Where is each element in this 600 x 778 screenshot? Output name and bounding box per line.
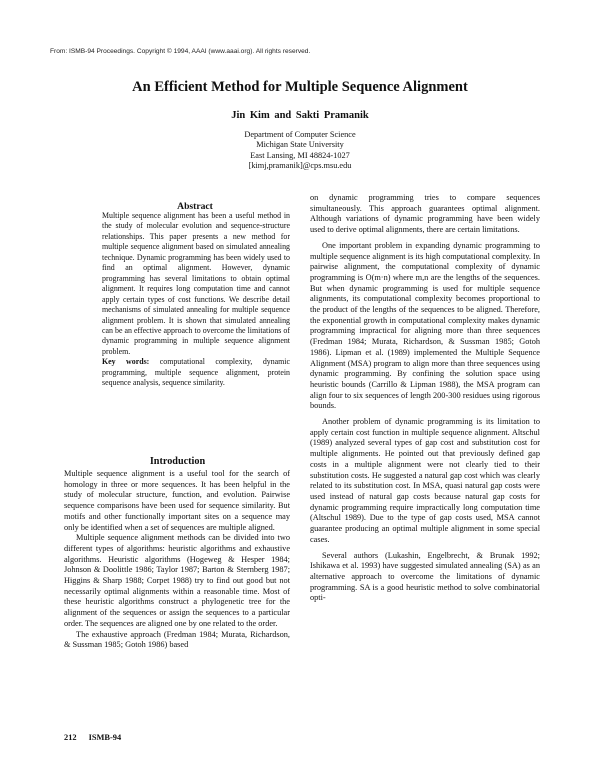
right-paragraph: on dynamic programming tries to compare sequences simultaneously. This approach guarantees optimal alignment. Although variations of dynamic programming have been widely used to derive optimal alignments, there are certain limitations. [310, 193, 540, 235]
page-number: 212 [64, 733, 77, 742]
intro-paragraph: Multiple sequence alignment methods can be divided into two different types of algorithms: heuristic algorithms and exhaustive algorithms. Heuristic algorithms (Hogeweg & Hesper 1984; Johnson & Doolittle 1986; Taylor 1987; Barton & Sternberg 1987; Higgins & Sharp 1988; Corpet 1988) try to find out good but not necessarily optimal alignments within a reasonable time. Most of these heuristic algorithms construct a phylogenetic tree for the alignment of the sequences or assign the sequences to a particular order. The sequences are aligned one by one related to the order. [64, 533, 290, 628]
affiliation-university: Michigan State University [256, 140, 344, 150]
affiliation-department: Department of Computer Science [244, 130, 356, 139]
affiliation [0, 130, 600, 171]
abstract-body [102, 211, 290, 389]
intro-paragraph: The exhaustive approach (Fredman 1984; Murata, Richardson, & Sussman 1985; Gotoh 1986) based [64, 629, 290, 650]
right-paragraph: Several authors (Lukashin, Engelbrecht, & Brunak 1992; Ishikawa et al. 1993) have suggested simulated annealing (SA) as an alternative approach to overcome the limitations of dynamic programming. SA is a good heuristic method to solve combinatorial opti- [310, 550, 540, 603]
left-column-body [64, 469, 290, 651]
source-line: From: ISMB-94 Proceedings. Copyright © 1994, AAAI (www.aaai.org). All rights reserved. [50, 48, 311, 55]
abstract-text: Multiple sequence alignment has been a useful method in the study of molecular evolution and sequence-structure relationships. This paper presents a new method for multiple sequence alignment based on simulated annealing technique. Dynamic programming has been widely used to find an optimal alignment. However, dynamic programming has several limitations to obtain optimal alignment. It requires long computation time and cannot apply certain types of cost functions. We describe detail mechanisms of simulated annealing for multiple sequence alignment problem. It is shown that simulated annealing can be an effective approach to overcome the limitations of dynamic programming in multiple sequence alignment problem. [102, 211, 290, 356]
right-paragraph: One important problem in expanding dynamic programming to multiple sequence alignment is its high computational complexity. In pairwise alignment, the computational complexity of dynamic programming is O(m·n) where m,n are the lengths of the sequences. But when dynamic programming is used for multiple sequence alignments, its computational complexity becomes proportional to the product of the lengths of the sequences to be aligned. Therefore, the exponential growth in computational complexity makes dynamic programming impractical for aligning more than three sequences (Fredman 1984; Murata, Richardson, & Sussman 1985; Gotoh 1986). Lipman et al. (1989) implemented the Multiple Sequence Alignment (MSA) program to align more than three sequences using dynamic programming. By confining the solution space using heuristic bounds (Carrillo & Lipman 1988), the MSA program can align four to six sequences of length 200-300 residues using rigorous bounds. [310, 240, 540, 411]
right-paragraph: Another problem of dynamic programming is its limitation to apply certain cost function in multiple sequence alignment. Altschul (1989) analyzed several types of gap cost and substitution cost for multiple alignments. He pointed out that previously defined gap costs in a multiple alignment were not clearly tied to their substitution costs. He suggested a natural gap cost which was clearly related to its substitution cost. In MSA, quasi natural gap costs were used instead of natural gap costs because natural gap costs for dynamic programming require impractically long computation time (Altschul 1989). Due to the type of gap costs used, MSA cannot guarantee producing an optimal multiple alignment in some special cases. [310, 417, 540, 544]
intro-paragraph: Multiple sequence alignment is a useful tool for the search of homology in three or more sequences. It has been helpful in the study of molecular structure, function, and evolution. Pairwise sequence comparisons have been used for sequence similarity. But motifs and other functionally important sites on a sequence may only be identified when a set of sequences are multiple aligned. [64, 469, 290, 532]
keywords-label: Key words: [102, 357, 150, 367]
paper-title: An Efficient Method for Multiple Sequence Alignment [132, 79, 468, 95]
keywords-text: computational complexity, dynamic programming, multiple sequence alignment, protein sequence analysis, sequence similarity. [102, 357, 290, 388]
right-column-body [310, 193, 540, 609]
keywords-paragraph [102, 357, 290, 388]
affiliation-email: [kimj,pramanik]@cps.msu.edu [248, 160, 352, 170]
authors: Jin Kim and Sakti Pramanik [231, 110, 369, 121]
affiliation-address: East Lansing, MI 48824-1027 [250, 150, 350, 160]
venue-label: ISMB-94 [88, 733, 122, 742]
introduction-heading: Introduction [149, 456, 206, 467]
abstract-heading: Abstract [177, 201, 213, 212]
page-footer [64, 733, 133, 742]
